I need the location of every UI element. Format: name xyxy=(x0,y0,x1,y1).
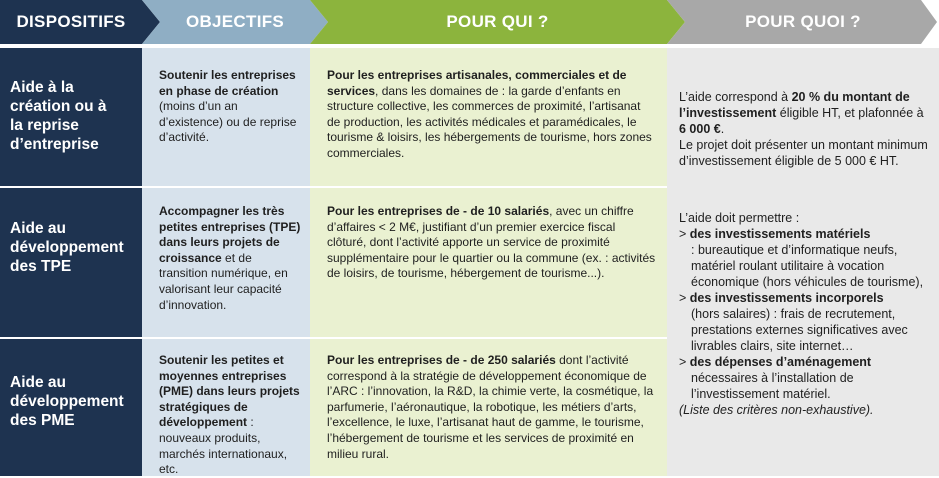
p1-bold-b: 20 % du montant de l’investissement xyxy=(679,90,910,120)
header-pour-qui-label: POUR QUI ? xyxy=(446,12,549,31)
row-separator xyxy=(0,337,667,339)
objectif-tpe xyxy=(142,204,310,313)
pour-qui-creation xyxy=(310,68,667,162)
pour-qui-pme-text: dont l’activité correspond à la stratégie de développement économique de l’ARC : l’innovation, la R&D, la chimie verte, la cosmétique, la parfumerie, l’aéronautique, la robotique, les métiers d’arts, l’excellence, le luxe, l’artisanat haut de gamme, le tourisme, l’hébergement de tourisme et les services de proximité en milieu rural. xyxy=(327,353,654,461)
pour-quoi-item xyxy=(679,290,929,306)
item-prefix: > xyxy=(679,227,690,241)
pour-qui-pme xyxy=(310,353,667,462)
pour-qui-tpe-text: , avec un chiffre d’affaires < 2 M€, justifiant d’un premier exercice fiscal clôturé, dont l’activité apporte un service de proximité supplémentaire pour le quartier ou la commune (ex. : activités de loisirs, de tourisme, hébergement de tourisme...). xyxy=(327,204,656,281)
p1-text-c: éligible HT, et plafonnée à xyxy=(776,106,924,120)
pour-quoi-note xyxy=(679,402,929,418)
header-dispositifs xyxy=(0,0,160,48)
pour-quoi-list xyxy=(679,210,929,418)
objectif-creation-text: (moins d’un an d’existence) ou de reprise d’activité. xyxy=(159,99,297,145)
objectifs-column xyxy=(142,48,310,476)
item-bold: des dépenses d’aménagement xyxy=(689,355,872,369)
pour-qui-tpe-bold: Pour les entreprises de - de 10 salariés xyxy=(327,204,550,218)
pour-quoi-item xyxy=(679,354,929,370)
header-pour-qui xyxy=(310,0,687,48)
pour-quoi-item xyxy=(679,226,929,242)
dispositif-pme: Aide au développement des PME xyxy=(10,374,124,429)
note-text: (Liste des critères non-exhaustive). xyxy=(679,403,874,417)
pour-quoi-item-detail: (hors salaires) : frais de recrutement, prestations externes significatives avec livrables clairs, site internet… xyxy=(691,307,908,353)
objectif-pme xyxy=(142,353,310,478)
pour-quoi-paragraph-2: Le projet doit présenter un montant minimum d’investissement éligible de 5 000 € HT. xyxy=(679,138,928,168)
pour-qui-column xyxy=(310,48,667,476)
pour-quoi-montant xyxy=(679,89,929,169)
objectif-creation xyxy=(142,68,310,146)
p1-text-a: L’aide correspond à xyxy=(679,90,792,104)
pour-quoi-item-detail: : bureautique et d’informatique neufs, matériel roulant utilitaire à vocation économique (hors véhicules de tourisme), xyxy=(691,243,924,289)
header-pour-quoi xyxy=(667,0,939,48)
header-dispositifs-label: DISPOSITIFS xyxy=(16,12,126,31)
item-prefix: > xyxy=(679,291,690,305)
objectif-pme-text: : nouveaux produits, marchés internationaux, etc. xyxy=(159,415,288,477)
item-bold: des investissements incorporels xyxy=(689,291,884,305)
pour-quoi-paragraph-1 xyxy=(679,89,929,137)
dispositif-creation: Aide à la création ou à la reprise d’entreprise xyxy=(10,79,107,153)
objectif-pme-bold: Soutenir les petites et moyennes entreprises (PME) dans leurs projets stratégiques de développement xyxy=(159,353,300,430)
pour-qui-tpe xyxy=(310,204,667,282)
pour-quoi-column xyxy=(667,48,939,476)
pour-quoi-item-detail: nécessaires à l’installation de l’investissement matériel. xyxy=(691,371,854,401)
objectif-tpe-bold: Accompagner les très petites entreprises (TPE) dans leurs projets de croissance xyxy=(159,204,301,265)
p1-bold-d: 6 000 € xyxy=(679,122,721,136)
header-objectifs-label: OBJECTIFS xyxy=(185,12,285,31)
objectif-tpe-text: et de transition numérique, en valorisant leur capacité d’innovation. xyxy=(159,250,288,312)
pour-qui-creation-text: , dans les domaines de : la garde d’enfants en structure collective, les commerces de proximité, l’artisanat de production, les activités médicales et paramédicales, le tourisme & loisirs, les hébergements de tourisme, hors zones commerciales. xyxy=(327,83,652,160)
pour-qui-pme-bold: Pour les entreprises de - de 250 salariés xyxy=(327,353,556,367)
item-prefix: > xyxy=(679,355,690,369)
pour-qui-creation-bold: Pour les entreprises artisanales, commerciales et de services xyxy=(327,68,627,98)
row-separator xyxy=(0,186,667,188)
header-objectifs xyxy=(142,0,330,48)
header-pour-quoi-label: POUR QUOI ? xyxy=(745,12,861,31)
item-bold: des investissements matériels xyxy=(689,227,871,241)
objectif-creation-bold: Soutenir les entreprises en phase de création xyxy=(159,68,296,98)
dispositifs-column xyxy=(0,48,142,476)
dispositif-tpe: Aide au développement des TPE xyxy=(10,220,124,275)
p1-text-e: . xyxy=(720,122,725,136)
pour-quoi-intro: L’aide doit permettre : xyxy=(679,211,800,225)
